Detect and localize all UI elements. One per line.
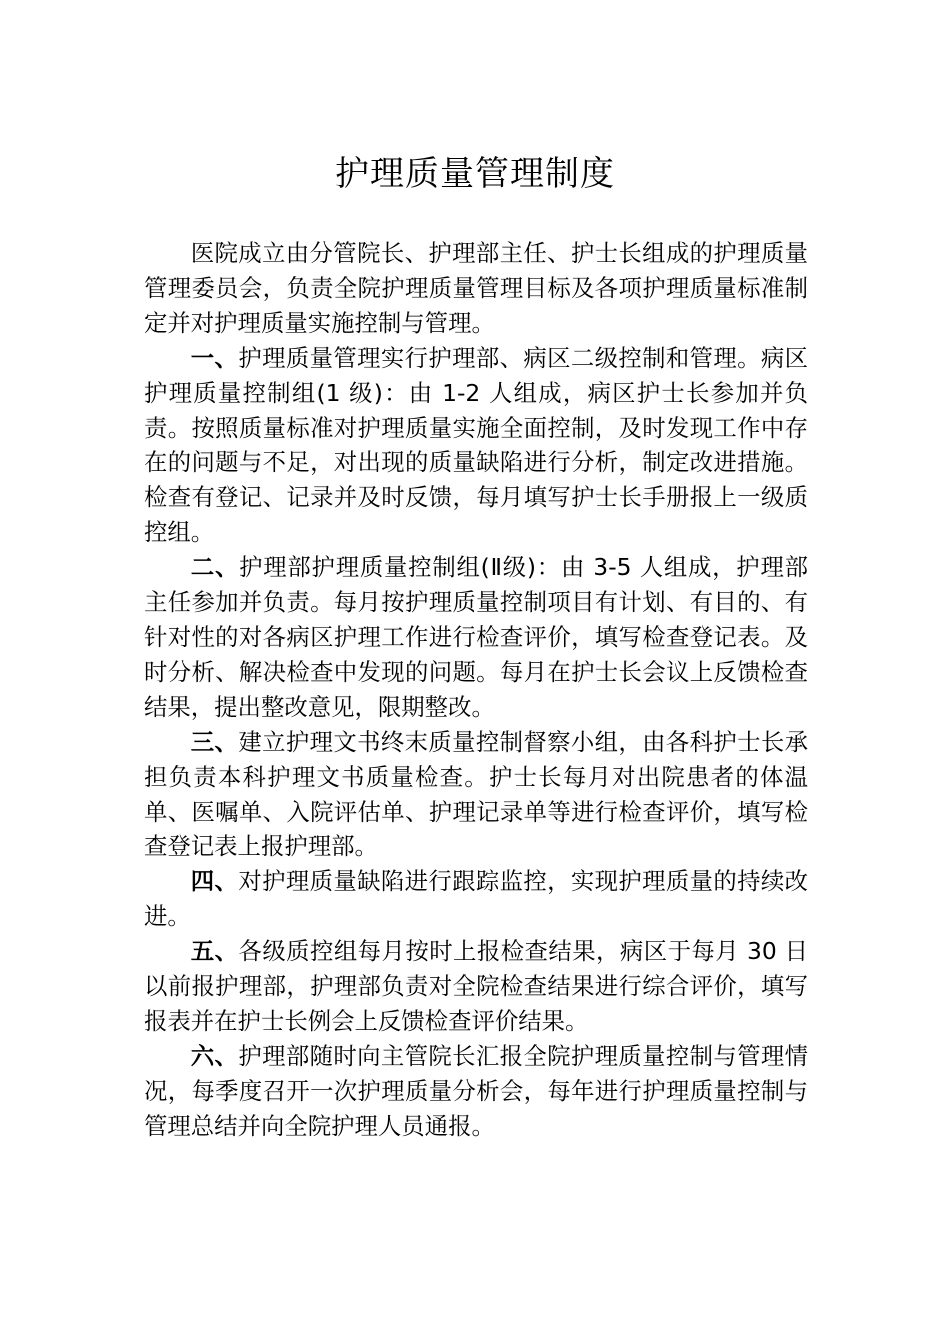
section-2-text: 护理部护理质量控制组(Ⅱ级)：由 3-5 人组成，护理部主任参加并负责。每月按护理质量控制项目有计划、有目的、有针对性的对各病区护理工作进行检查评价，填写检查登记表。及时分析、解决检查中发现的问题。每月在护士长会议上反馈检查结果，提出整改意见，限期整改。 [144,553,809,721]
section-4-marker: 四、 [190,867,239,896]
section-1-text: 护理质量管理实行护理部、病区二级控制和管理。病区护理质量控制组(1 级)：由 1-2 人组成，病区护士长参加并负责。按照质量标准对护理质量实施全面控制，及时发现工作中存在的问题与不足，对出现的质量缺陷进行分析，制定改进措施。检查有登记、记录并及时反馈，每月填写护士长手册报上一级质控组。 [144,343,809,547]
section-4-paragraph [144,864,808,934]
section-6-paragraph [144,1039,808,1144]
section-1-paragraph [144,341,808,550]
section-6-text: 护理部随时向主管院长汇报全院护理质量控制与管理情况，每季度召开一次护理质量分析会，每年进行护理质量控制与管理总结并向全院护理人员通报。 [144,1041,809,1140]
section-5-paragraph [144,934,808,1039]
document-title: 护理质量管理制度 [335,154,615,194]
section-5-marker: 五、 [190,937,239,966]
section-1-marker: 一、 [190,343,239,372]
section-3-marker: 三、 [190,727,239,756]
section-2-paragraph [144,550,808,725]
section-3-paragraph [144,725,808,865]
intro-paragraph: 医院成立由分管院长、护理部主任、护士长组成的护理质量管理委员会，负责全院护理质量管理目标及各项护理质量标准制定并对护理质量实施控制与管理。 [144,239,808,337]
document-body [144,236,808,1144]
section-4-text: 对护理质量缺陷进行跟踪监控，实现护理质量的持续改进。 [144,867,809,931]
section-2-marker: 二、 [190,553,240,582]
section-3-text: 建立护理文书终末质量控制督察小组，由各科护士长承担负责本科护理文书质量检查。护士长每月对出院患者的体温单、医嘱单、入院评估单、护理记录单等进行检查评价，填写检查登记表上报护理部。 [144,727,809,861]
section-5-text: 各级质控组每月按时上报检查结果，病区于每月 30 日以前报护理部，护理部负责对全院检查结果进行综合评价，填写报表并在护士长例会上反馈检查评价结果。 [144,937,809,1035]
section-6-marker: 六、 [190,1041,239,1070]
